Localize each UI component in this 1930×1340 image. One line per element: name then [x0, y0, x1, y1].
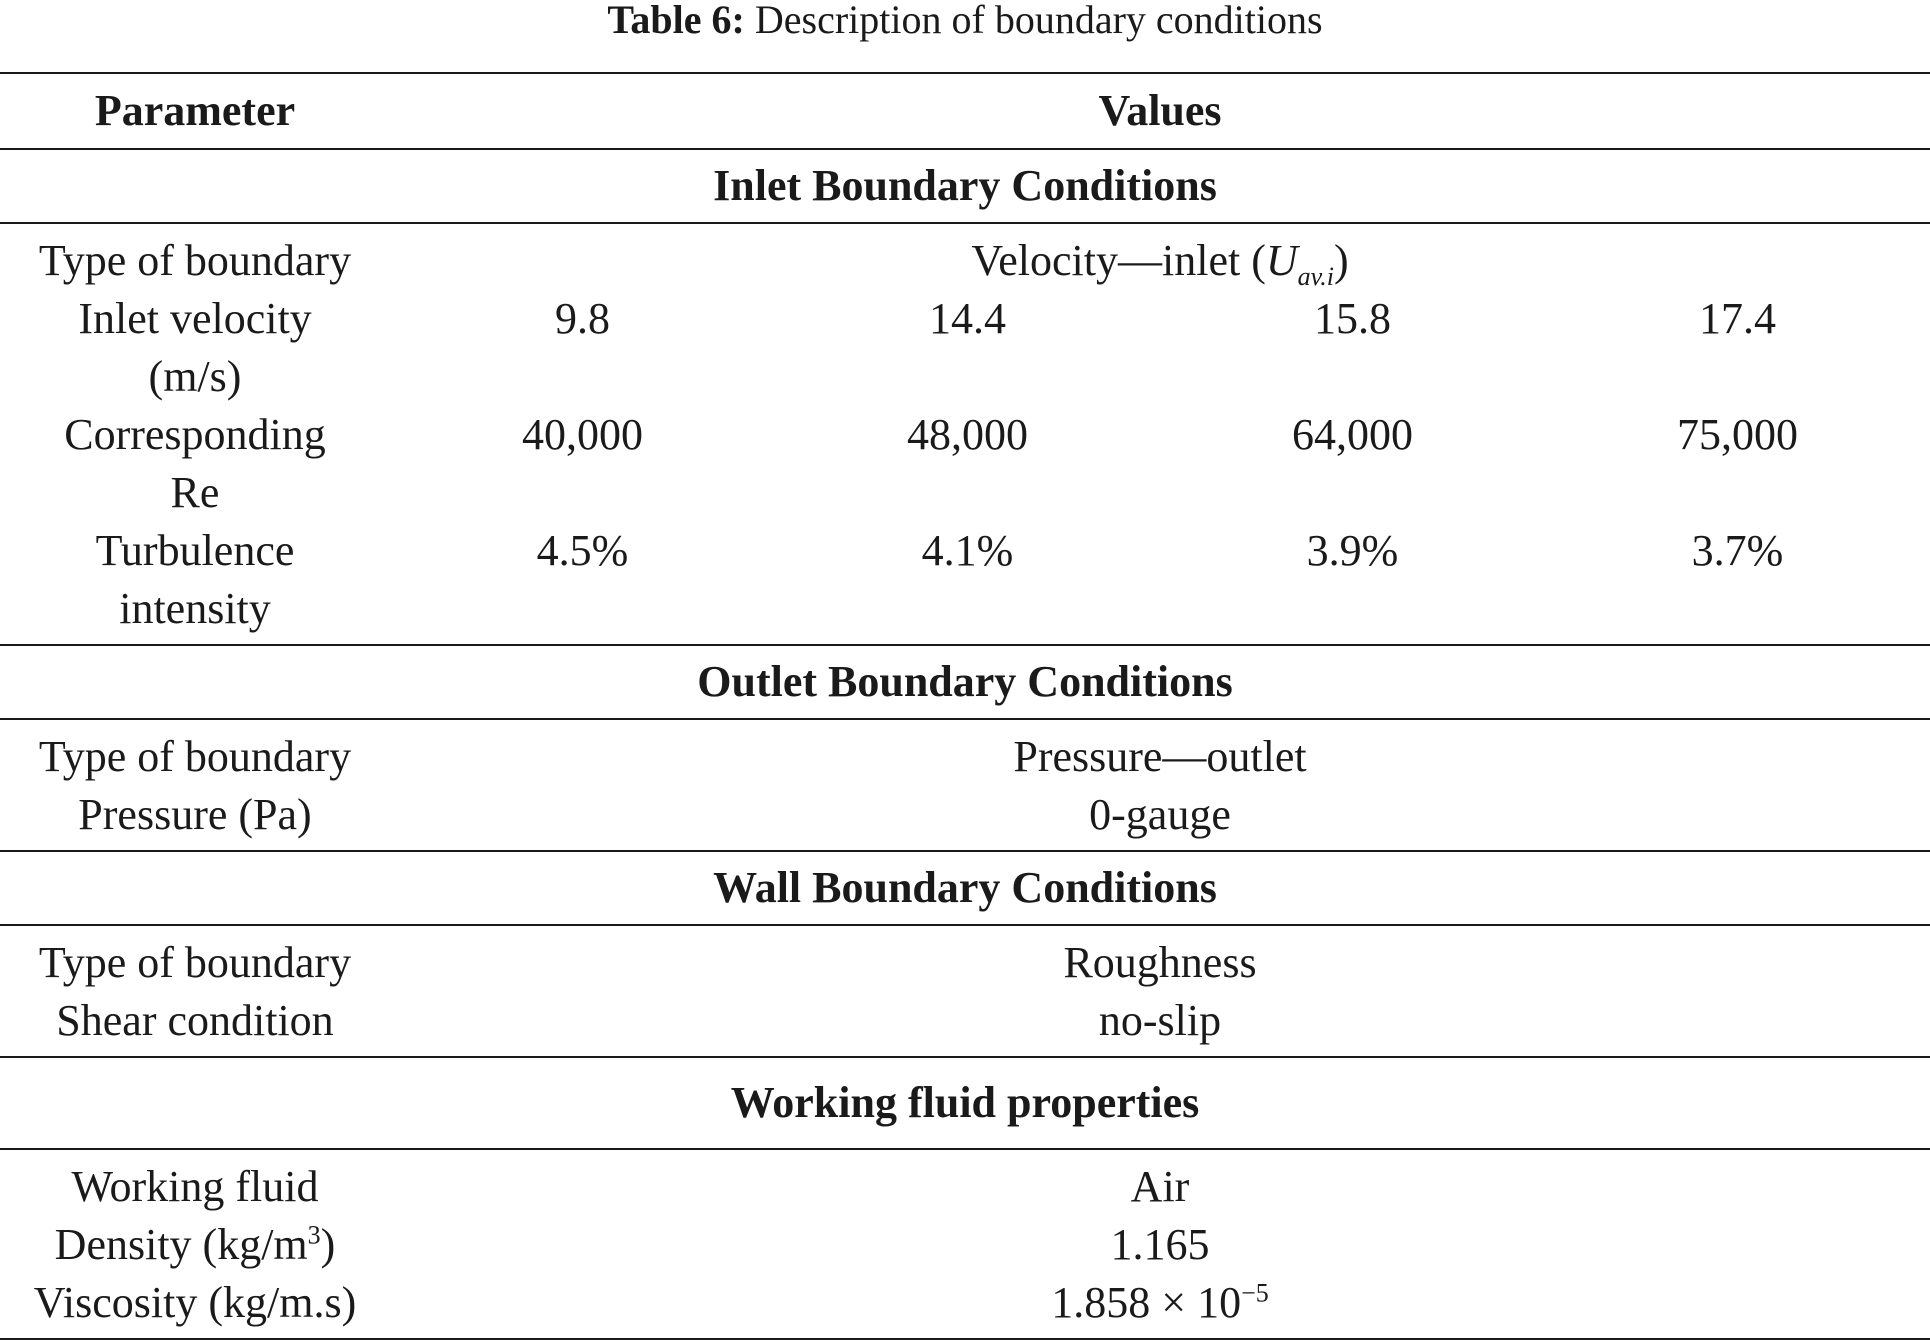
table-row [0, 719, 1930, 786]
section-wall-row [0, 851, 1930, 925]
section-fluid-title: Working fluid properties [730, 1078, 1200, 1127]
table-row [0, 1274, 1930, 1339]
density-label: Density $(kg/m^3)$ [54, 1220, 336, 1269]
inlet-velocity-value: 14.4 [929, 294, 1006, 343]
section-outlet-title: Outlet Boundary Conditions [697, 657, 1233, 706]
reynolds-label: Corresponding Re [64, 410, 326, 517]
section-inlet-row [0, 149, 1930, 223]
reynolds-value: 64,000 [1292, 410, 1413, 459]
table-row [0, 925, 1930, 992]
density-value: 1.165 [1110, 1220, 1210, 1269]
density-exponent: 3 [307, 1220, 321, 1250]
table-caption [0, 0, 1930, 40]
pressure-value: 0-gauge [1089, 790, 1231, 839]
inlet-velocity-label: Inlet velocity (m/s) [78, 294, 312, 401]
table-row [0, 992, 1930, 1057]
section-outlet-row [0, 645, 1930, 719]
section-fluid-row [0, 1057, 1930, 1149]
table-row [0, 1149, 1930, 1216]
header-values: Values [1098, 86, 1222, 135]
velocity-symbol: U [1265, 236, 1298, 285]
inlet-velocity-value: 15.8 [1314, 294, 1391, 343]
wall-type-label: Type of boundary [38, 938, 352, 987]
outlet-type-value: Pressure—outlet [1013, 732, 1307, 781]
inlet-velocity-value: 9.8 [555, 294, 610, 343]
inlet-type-value: Velocity—inlet $(U_{av.i})$ [971, 236, 1349, 291]
inlet-velocity-value: 17.4 [1699, 294, 1776, 343]
reynolds-value: 40,000 [522, 410, 643, 459]
table-caption-label: Table 6: [607, 0, 745, 42]
table-header-row [0, 73, 1930, 149]
pressure-label: Pressure (Pa) [78, 790, 312, 839]
fluid-label: Working fluid [71, 1162, 319, 1211]
section-wall-title: Wall Boundary Conditions [713, 863, 1217, 912]
table-row [0, 223, 1930, 290]
outlet-type-label: Type of boundary [38, 732, 352, 781]
inlet-type-label: Type of boundary [38, 236, 352, 285]
header-parameter: Parameter [94, 86, 296, 135]
section-inlet-title: Inlet Boundary Conditions [713, 161, 1217, 210]
table-row [0, 786, 1930, 851]
shear-value: no-slip [1098, 996, 1222, 1045]
turbulence-value: 4.5% [536, 526, 629, 575]
viscosity-label: Viscosity (kg/m.s) [33, 1278, 357, 1327]
viscosity-exponent: −5 [1241, 1278, 1269, 1308]
table-caption-text: Description of boundary conditions [744, 0, 1323, 42]
boundary-conditions-table [0, 72, 1930, 1340]
table-row [0, 522, 1930, 645]
turbulence-value: 4.1% [921, 526, 1014, 575]
table-row [0, 1216, 1930, 1274]
turbulence-value: 3.7% [1691, 526, 1784, 575]
fluid-value: Air [1130, 1162, 1190, 1211]
wall-type-value: Roughness [1063, 938, 1257, 987]
reynolds-value: 75,000 [1677, 410, 1798, 459]
velocity-subscript: av.i [1297, 261, 1334, 291]
reynolds-value: 48,000 [907, 410, 1028, 459]
table-row [0, 406, 1930, 522]
turbulence-value: 3.9% [1306, 526, 1399, 575]
shear-label: Shear condition [56, 996, 334, 1045]
turbulence-label: Turbulence intensity [95, 526, 295, 633]
viscosity-value: $1.858 \times 10^{-5}$ [1051, 1278, 1269, 1327]
table-row [0, 290, 1930, 406]
